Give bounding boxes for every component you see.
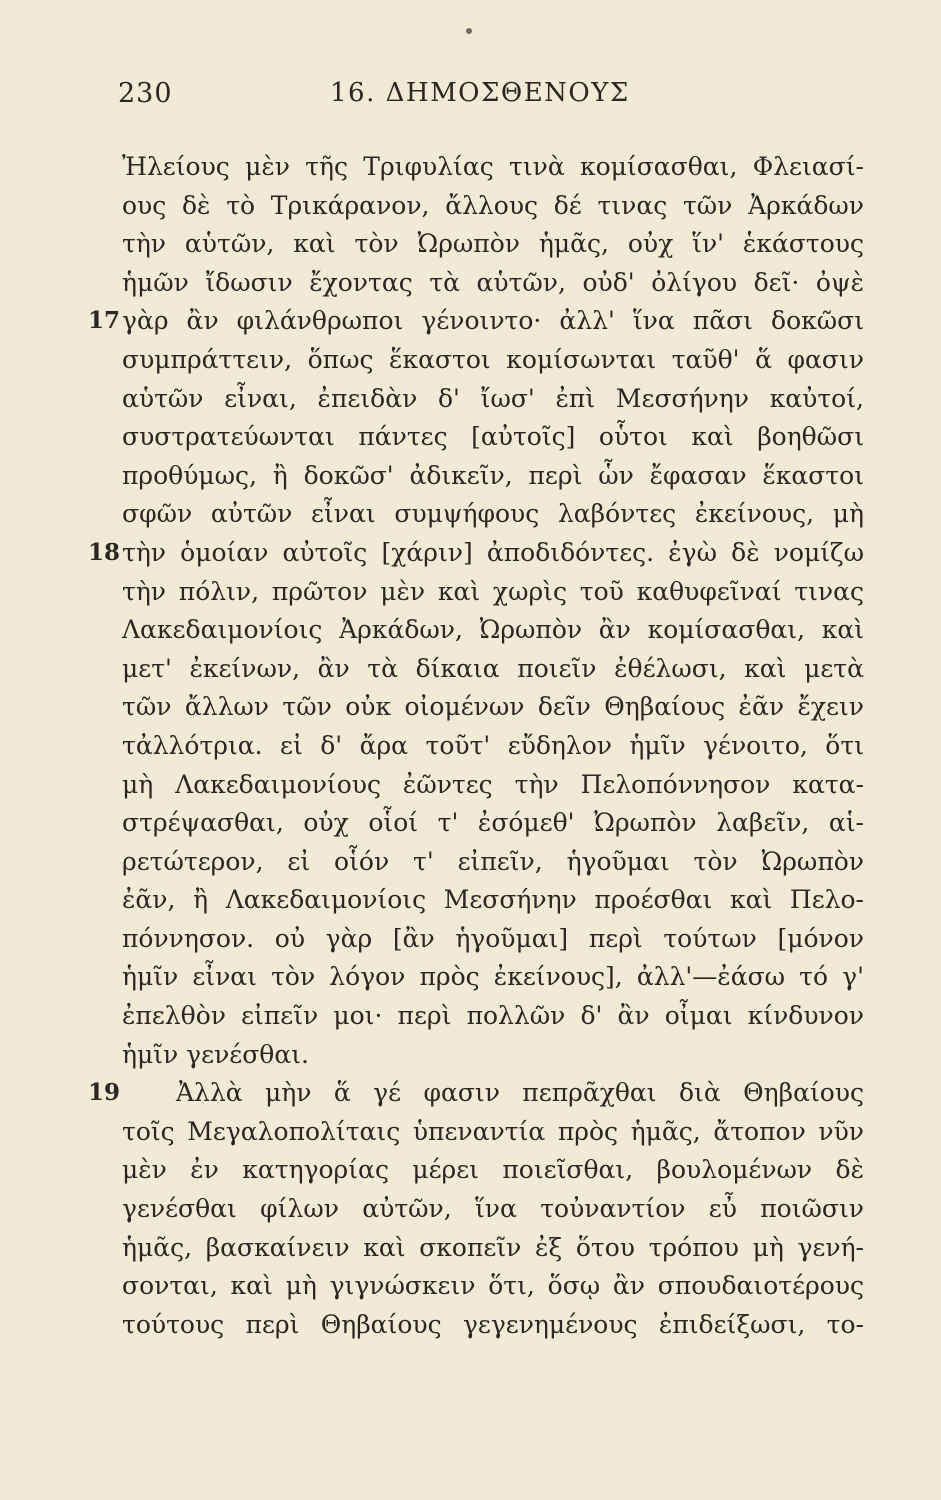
line-text: τῶν ἄλλων τῶν οὐκ οἰομένων δεῖν Θηβαίους ἐᾶν ἔχειν (122, 692, 864, 722)
line-text: Ἀλλὰ μὴν ἅ γέ φασιν πεπρᾶχθαι διὰ Θηβαίους (176, 1078, 864, 1108)
running-title: 16. ΔΗΜΟΣΘΕΝΟΥΣ (330, 78, 630, 108)
section-number: 17 (88, 307, 121, 335)
line-text: σφῶν αὐτῶν εἶναι συμψήφους λαβόντες ἐκείνους, μὴ (122, 499, 864, 529)
text-line (88, 302, 864, 341)
line-text: γενέσθαι φίλων αὐτῶν, ἵνα τοὐναντίον εὖ ποιῶσιν (122, 1194, 864, 1224)
text-line (122, 341, 864, 380)
line-text: γὰρ ἂν φιλάνθρωποι γένοιντο· ἀλλ' ἵνα πᾶσι δοκῶσι (122, 306, 864, 336)
line-text: μετ' ἐκείνων, ἂν τὰ δίκαια ποιεῖν ἐθέλωσι, καὶ μετὰ (122, 653, 864, 683)
text-line (88, 534, 864, 573)
line-text: ἡμῶν ἴδωσιν ἔχοντας τὰ αὑτῶν, οὐδ' ὀλίγου δεῖ· ὀψὲ (122, 267, 864, 297)
text-line (122, 264, 864, 303)
text-line (122, 573, 864, 612)
line-text: Ἠλείους μὲν τῆς Τριφυλίας τινὰ κομίσασθαι, Φλειασί- (122, 152, 864, 181)
page-number: 230 (118, 78, 173, 109)
text-line (122, 1190, 864, 1229)
line-text: προθύμως, ἢ δοκῶσ' ἀδικεῖν, περὶ ὧν ἔφασαν ἕκαστοι (122, 460, 864, 490)
line-text: ρετώτερον, εἰ οἷόν τ' εἰπεῖν, ἡγοῦμαι τὸν Ὠρωπὸν (122, 846, 864, 876)
line-text: τοῖς Μεγαλοπολίταις ὑπεναντία πρὸς ἡμᾶς, ἄτοπον νῦν (122, 1116, 864, 1146)
text-line (122, 380, 864, 419)
text-line (122, 418, 864, 457)
text-line (122, 225, 864, 264)
text-line (88, 1074, 864, 1113)
text-line (122, 997, 864, 1036)
line-text: τούτους περὶ Θηβαίους γεγενημένους ἐπιδείξωσι, το- (122, 1309, 864, 1339)
line-text: συστρατεύωνται πάντες [αὐτοῖς] οὗτοι καὶ βοηθῶσι (122, 422, 864, 452)
line-text: αὑτῶν εἶναι, ἐπειδὰν δ' ἴωσ' ἐπὶ Μεσσήνην καὐτοί, (122, 383, 864, 413)
line-text: μὴ Λακεδαιμονίους ἐῶντες τὴν Πελοπόννησον κατα- (122, 769, 864, 799)
line-text: ἡμῖν γενέσθαι. (122, 1039, 309, 1069)
line-text: ους δὲ τὸ Τρικάρανον, ἄλλους δέ τινας τῶν Ἀρκάδων (122, 190, 864, 220)
text-line (122, 843, 864, 882)
line-text: ἡμῖν εἶναι τὸν λόγον πρὸς ἐκείνους], ἀλλ'—ἐάσω τό γ' (122, 962, 864, 992)
line-text: μὲν ἐν κατηγορίας μέρει ποιεῖσθαι, βουλομένων δὲ (122, 1155, 864, 1185)
text-line (122, 920, 864, 959)
text-line (122, 650, 864, 689)
line-text: τὴν ὁμοίαν αὐτοῖς [χάριν] ἀποδιδόντες. ἐγὼ δὲ νομίζω (122, 537, 864, 567)
line-text: τὴν πόλιν, πρῶτον μὲν καὶ χωρὶς τοῦ καθυφεῖναί τινας (122, 576, 864, 606)
line-text: τὴν αὑτῶν, καὶ τὸν Ὠρωπὸν ἡμᾶς, οὐχ ἵν' ἑκάστους (122, 229, 864, 259)
text-line (122, 958, 864, 997)
text-line (122, 1306, 864, 1345)
section-number: 19 (88, 1079, 121, 1107)
text-line (122, 766, 864, 805)
body-text (88, 148, 864, 1344)
text-line (122, 457, 864, 496)
line-text: ἐᾶν, ἢ Λακεδαιμονίοις Μεσσήνην προέσθαι καὶ Πελο- (122, 885, 864, 915)
text-line (122, 881, 864, 920)
line-text: συμπράττειν, ὅπως ἕκαστοι κομίσωνται ταῦθ' ἅ φασιν (122, 344, 864, 374)
line-text: στρέψασθαι, οὐχ οἷοί τ' ἐσόμεθ' Ὠρωπὸν λαβεῖν, αἱ- (122, 808, 864, 838)
line-text: πόννησον. οὐ γὰρ [ἂν ἡγοῦμαι] περὶ τούτων [μόνον (122, 923, 864, 953)
line-text: σονται, καὶ μὴ γιγνώσκειν ὅτι, ὅσῳ ἂν σπουδαιοτέρους (122, 1271, 864, 1301)
line-text: τἀλλότρια. εἰ δ' ἄρα τοῦτ' εὔδηλον ἡμῖν γένοιτο, ὅτι (122, 730, 864, 760)
section-number: 18 (88, 538, 121, 566)
text-line (122, 804, 864, 843)
line-text: Λακεδαιμονίοις Ἀρκάδων, Ὠρωπὸν ἂν κομίσασθαι, καὶ (122, 615, 864, 645)
text-line (122, 1267, 864, 1306)
ink-dot (466, 28, 472, 34)
text-line (122, 1036, 864, 1075)
text-line (122, 1229, 864, 1268)
text-line (122, 727, 864, 766)
text-line (122, 148, 864, 187)
text-line (122, 1151, 864, 1190)
text-line (122, 611, 864, 650)
line-text: ἡμᾶς, βασκαίνειν καὶ σκοπεῖν ἐξ ὅτου τρόπου μὴ γενή- (122, 1232, 864, 1262)
line-text: ἐπελθὸν εἰπεῖν μοι· περὶ πολλῶν δ' ἂν οἶμαι κίνδυνον (122, 1001, 864, 1031)
text-line (122, 1113, 864, 1152)
text-line (122, 187, 864, 226)
page-header (0, 78, 941, 118)
text-line (122, 495, 864, 534)
text-line (122, 688, 864, 727)
